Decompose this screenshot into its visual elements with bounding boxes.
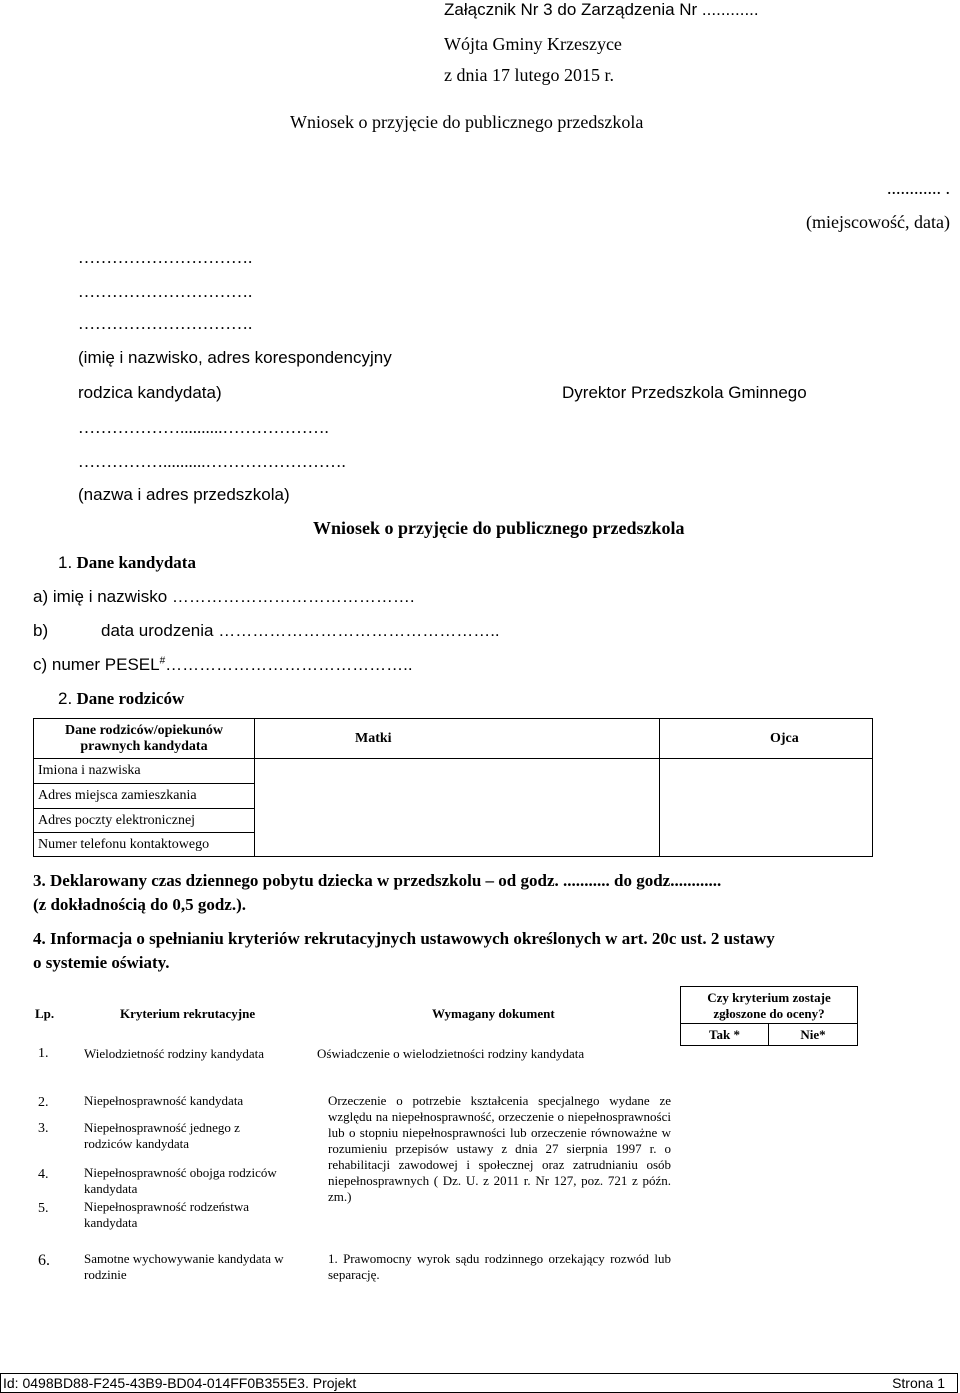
section3-line-1: 3. Deklarowany czas dziennego pobytu dziecka w przedszkolu – od godz. ........... do godz............ <box>33 871 722 890</box>
criteria-header-document: Wymagany dokument <box>432 1006 555 1021</box>
table-row <box>34 759 873 784</box>
parent-dots-1: …………………………. <box>78 248 253 267</box>
mother-names-cell[interactable] <box>255 759 660 784</box>
criteria-row2-criterion: Niepełnosprawność kandydata <box>84 1093 244 1108</box>
criteria-row2-num: 2. <box>38 1095 49 1110</box>
candidate-birthdate-label: b) <box>33 621 49 640</box>
pesel-footnote-mark: # <box>159 655 166 667</box>
footer-page-number: Strona 1 <box>892 1375 945 1391</box>
criteria-row3-criterion: Niepełnosprawność jednego z rodziców kandydata <box>84 1120 240 1151</box>
criteria-row4-num: 4. <box>38 1167 49 1182</box>
parent-dots-3: …………………………. <box>78 314 253 333</box>
section3-line-2: (z dokładnością do 0,5 godz.). <box>33 895 246 914</box>
section1-heading <box>58 553 196 573</box>
pesel-dots: …………………………………….. <box>165 655 413 674</box>
criteria-row6-criterion: Samotne wychowywanie kandydata w rodzinie <box>84 1251 284 1282</box>
pesel-label: c) numer PESEL <box>33 655 160 674</box>
criteria-eval-box <box>680 986 858 1046</box>
criteria-row4-criterion: Niepełnosprawność obojga rodziców kandydata <box>84 1165 277 1196</box>
section2-title: Dane rodziców <box>76 689 185 708</box>
school-dots-1: ………………..........………………. <box>78 418 329 437</box>
table-row <box>34 833 873 857</box>
parents-header-label: Dane rodziców/opiekunów prawnych kandydata <box>34 719 255 759</box>
section4-line-2: o systemie oświaty. <box>33 953 170 972</box>
table-row <box>34 809 873 833</box>
criteria-header-eval: Czy kryterium zostaje zgłoszone do oceny? <box>681 987 857 1024</box>
criteria-header-criterion: Kryterium rekrutacyjne <box>120 1006 256 1021</box>
school-label: (nazwa i adres przedszkola) <box>78 485 290 504</box>
header-line-3: z dnia 17 lutego 2015 r. <box>444 65 614 85</box>
parent-label-2: rodzica kandydata) <box>78 383 222 402</box>
criteria-row1-document: Oświadczenie o wielodzietności rodziny kandydata <box>317 1046 585 1061</box>
mother-phone-cell[interactable] <box>255 833 660 857</box>
father-address-cell[interactable] <box>660 784 873 809</box>
father-email-cell[interactable] <box>660 809 873 833</box>
criteria-row1-criterion: Wielodzietność rodziny kandydata <box>84 1046 264 1061</box>
footer-document-id: Id: 0498BD88-F245-43B9-BD04-014FF0B355E3. Projekt <box>3 1375 357 1391</box>
place-date-dots: ............ . <box>887 178 950 198</box>
section2-number: 2. <box>58 689 73 708</box>
parents-table <box>33 718 873 857</box>
criteria-rows2to5-document: Orzeczenie o potrzebie kształcenia specjalnego wydane ze względu na niepełnosprawność, orzeczenie o niepełnosprawności lub o stopniu niepełnosprawności lub orzeczenie równoważne w rozumieniu przepisów ustawy z dnia 27 sierpnia 1997 r. o rehabilitacji zawodowej i społecznej oraz zatrudnianiu osób niepełnosprawnych ( Dz. U. z 2011 r. Nr 127, poz. 721 z późn. zm.) <box>328 1093 671 1204</box>
header-line-1: Załącznik Nr 3 do Zarządzenia Nr ............ <box>444 0 759 19</box>
parent-dots-2: …………………………. <box>78 282 253 301</box>
criteria-row5-criterion: Niepełnosprawność rodzeństwa kandydata <box>84 1199 249 1230</box>
section2-heading <box>58 689 184 709</box>
criteria-row6-document: 1. Prawomocny wyrok sądu rodzinnego orzekający rozwód lub separację. <box>328 1251 671 1282</box>
criteria-header-lp: Lp. <box>35 1006 55 1021</box>
table-row <box>34 784 873 809</box>
parents-row-label: Imiona i nazwiska <box>34 759 255 784</box>
header-title: Wniosek o przyjęcie do publicznego przedszkola <box>290 112 644 132</box>
header-line-2: Wójta Gminy Krzeszyce <box>444 34 622 54</box>
criteria-header-no: Nie* <box>800 1027 826 1042</box>
mother-email-cell[interactable] <box>255 809 660 833</box>
section4-line-1: 4. Informacja o spełnianiu kryteriów rekrutacyjnych ustawowych określonych w art. 20c ust. 2 ustawy <box>33 929 775 948</box>
section1-number: 1. <box>58 553 73 572</box>
addressee: Dyrektor Przedszkola Gminnego <box>562 383 807 402</box>
criteria-row3-num: 3. <box>38 1121 49 1136</box>
candidate-birthdate-line: data urodzenia ………………………………………….. <box>101 621 500 640</box>
section1-title: Dane kandydata <box>76 553 196 572</box>
criteria-row6-num: 6. <box>38 1252 50 1269</box>
criteria-row5-num: 5. <box>38 1201 49 1216</box>
candidate-name-line: a) imię i nazwisko ……………………………………. <box>33 587 415 606</box>
parents-header-father: Ojca <box>660 719 873 759</box>
parents-row-label: Adres poczty elektronicznej <box>34 809 255 833</box>
parents-header-mother: Matki <box>255 719 660 759</box>
place-date-label: (miejscowość, data) <box>806 212 950 232</box>
parents-row-label: Adres miejsca zamieszkania <box>34 784 255 809</box>
father-phone-cell[interactable] <box>660 833 873 857</box>
criteria-header-yes: Tak * <box>681 1024 769 1045</box>
parents-row-label: Numer telefonu kontaktowego <box>34 833 255 857</box>
mother-address-cell[interactable] <box>255 784 660 809</box>
page-footer <box>0 1373 958 1393</box>
school-dots-2: ……………..........……………………. <box>78 452 346 471</box>
candidate-pesel-line <box>33 655 413 675</box>
parent-label-1: (imię i nazwisko, adres korespondencyjny <box>78 348 392 367</box>
father-names-cell[interactable] <box>660 759 873 784</box>
form-title: Wniosek o przyjęcie do publicznego przedszkola <box>313 518 685 538</box>
criteria-row1-num: 1. <box>38 1046 49 1061</box>
parents-table-header-row <box>34 719 873 759</box>
